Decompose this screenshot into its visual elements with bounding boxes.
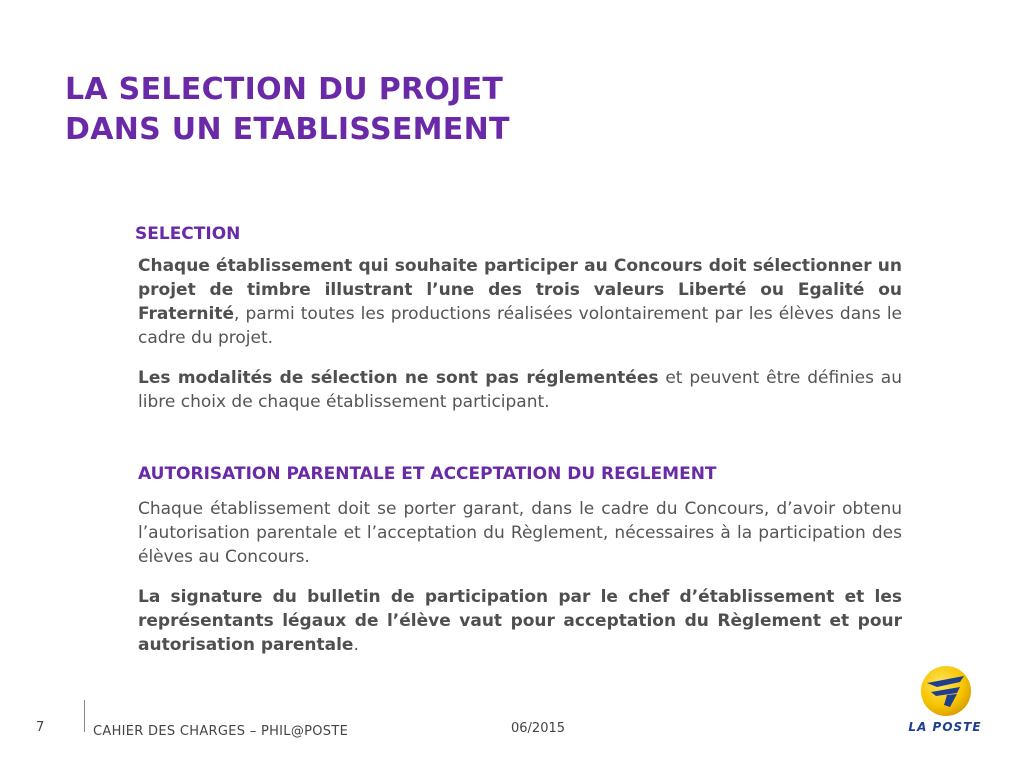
section-heading-autorisation: AUTORISATION PARENTALE ET ACCEPTATION DU REGLEMENT [138, 464, 717, 484]
autorisation-paragraph-1: Chaque établissement doit se porter garant, dans le cadre du Concours, d’avoir obtenu l’autorisation parentale et l’acceptation du Règlement, nécessaires à la participation des élèves au Concours. [138, 499, 902, 567]
la-poste-logo [900, 665, 990, 737]
logo-text: LA POSTE [908, 720, 982, 734]
section-heading-selection: SELECTION [135, 224, 241, 244]
selection-paragraph-2 [138, 366, 902, 414]
footer-date: 06/2015 [511, 721, 566, 736]
page-number: 7 [36, 720, 45, 735]
selection-paragraph-1-bold: Chaque établissement qui souhaite participer au Concours doit sélectionner un projet de timbre illustrant l’une des trois valeurs Liberté ou Egalité ou Fraternité [138, 256, 902, 324]
footer-divider [84, 700, 85, 732]
slide-title-line-2: DANS UN ETABLISSEMENT [65, 112, 510, 147]
autorisation-paragraph-2 [138, 585, 902, 657]
autorisation-paragraph-2-bold: La signature du bulletin de participation par le chef d’établissement et les représentants légaux de l’élève vaut pour acceptation du Règlement et pour autorisation parentale [138, 587, 902, 655]
slide-title [65, 70, 510, 150]
autorisation-paragraph-2-rest: . [353, 635, 359, 655]
slide-title-line-1: LA SELECTION DU PROJET [65, 72, 504, 107]
la-poste-bird-logo-icon [900, 665, 990, 737]
selection-paragraph-2-rest: et peuvent être définies au libre choix de chaque établissement participant. [138, 368, 902, 412]
selection-paragraph-1-rest: , parmi toutes les productions réalisées volontairement par les élèves dans le cadre du projet. [138, 304, 902, 348]
selection-paragraph-2-bold: Les modalités de sélection ne sont pas réglementées [138, 368, 659, 388]
footer-document-title: CAHIER DES CHARGES – PHIL@POSTE [93, 724, 349, 739]
selection-paragraph-1 [138, 254, 902, 350]
